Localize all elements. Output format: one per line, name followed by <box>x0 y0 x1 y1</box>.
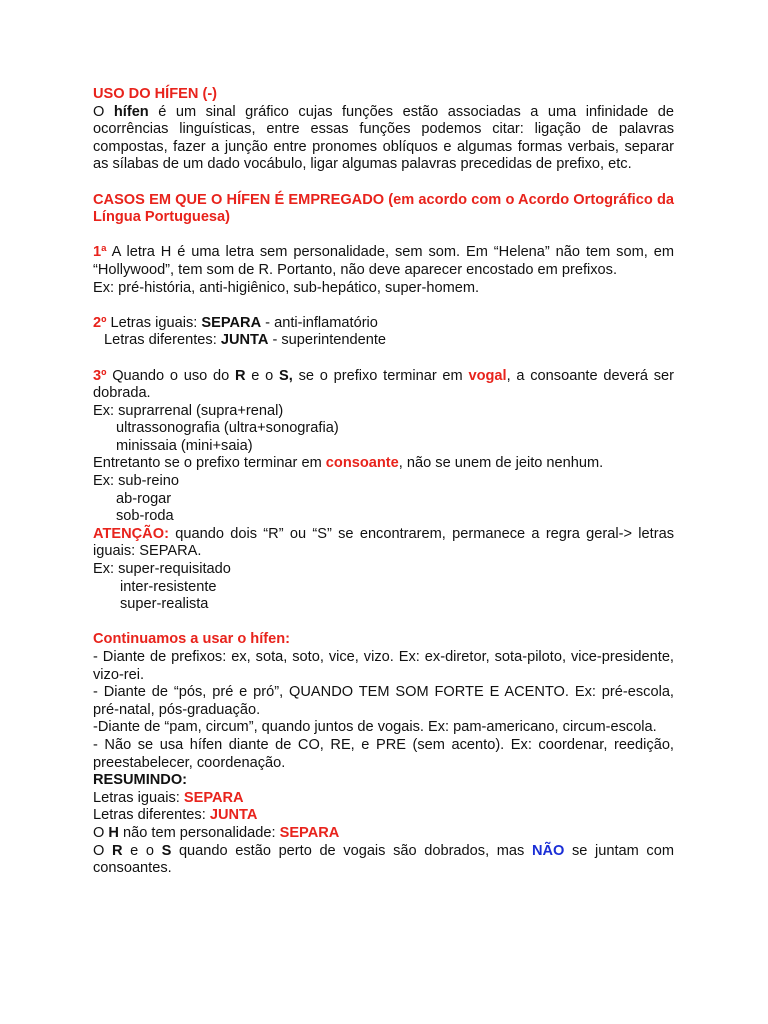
rule3-t4: , a consoante deverá ser dobrada. <box>93 367 674 402</box>
rule3-example3-item: inter-resistente <box>120 578 217 595</box>
summary-l4-e: quando estão perto de vogais são dobrados, mas <box>171 842 532 859</box>
rule1-paragraph <box>93 244 674 279</box>
summary-l3-b: H <box>108 824 119 841</box>
summary-l4-d: S <box>161 842 172 859</box>
rule2-number: 2º <box>93 314 107 331</box>
summary-l3-c: não tem personalidade: <box>118 824 280 841</box>
intro-paragraph <box>93 104 674 174</box>
summary-l1-a: Letras iguais: <box>93 789 184 806</box>
summary-heading <box>93 772 674 790</box>
continue-item: - Diante de prefixos: ex, sota, soto, vice, vizo. Ex: ex-diretor, sota-piloto, vice-presidente, vizo-rei. <box>93 649 674 683</box>
summary-l4-g: se juntam com consoantes. <box>93 842 674 877</box>
rule2-line2 <box>93 332 674 350</box>
summary-line-h <box>93 825 674 843</box>
summary-l1-b: SEPARA <box>183 789 244 806</box>
summary-heading-text: RESUMINDO: <box>93 772 188 789</box>
summary-l4-b: R <box>111 842 123 859</box>
rule3-however-c: , não se unem de jeito nenhum. <box>398 455 604 472</box>
rule2-line2-b: JUNTA <box>220 332 269 349</box>
rule3-example3-item: super-realista <box>120 596 209 613</box>
rule2-line1 <box>93 315 674 333</box>
summary-l3-d: SEPARA <box>279 824 340 841</box>
summary-line-different <box>93 807 674 825</box>
rule3-however-a: Entretanto se o prefixo terminar em <box>93 455 326 472</box>
document-body <box>93 86 674 878</box>
summary-l2-b: JUNTA <box>209 807 258 824</box>
summary-l4-c: e o <box>122 842 162 859</box>
continue-item: - Não se usa hífen diante de CO, RE, e PRE (sem acento). Ex: coordenar, reedição, preestabelecer, coordenação. <box>93 736 674 771</box>
rule3-s: S, <box>279 367 293 384</box>
summary-l3-a: O <box>93 824 109 841</box>
intro-bold-term: hífen <box>113 103 149 120</box>
attention-label: ATENÇÃO: <box>93 525 169 542</box>
summary-l2-a: Letras diferentes: <box>93 807 210 824</box>
rule3-example-item: ultrassonografia (ultra+sonografia) <box>116 420 339 437</box>
rule3-example2-item: ab-rogar <box>116 490 172 507</box>
rule3-example-first: Ex: suprarrenal (supra+renal) <box>93 402 284 419</box>
summary-line-rs <box>93 843 674 878</box>
rule1-number: 1ª <box>93 244 107 261</box>
rule3-example2-first: Ex: sub-reino <box>93 473 179 490</box>
continue-item: -Diante de “pam, circum”, quando juntos de vogais. Ex: pam-americano, circum-escola. <box>93 719 657 736</box>
rule3-t3: se o prefixo terminar em <box>292 367 469 384</box>
attention-paragraph <box>93 526 674 561</box>
continue-heading: Continuamos a usar o hífen: <box>93 631 291 648</box>
rule3-number: 3º <box>93 367 107 384</box>
summary-l4-nao: NÃO <box>531 842 565 859</box>
rule3-r: R <box>235 367 246 384</box>
rule2-line1-c: - anti-inflamatório <box>261 314 378 331</box>
rule3-example3-first: Ex: super-requisitado <box>93 561 231 578</box>
rule1-text: A letra H é uma letra sem personalidade, sem som. Em “Helena” não tem som, em “Hollywood”, tem som de R. Portanto, não deve aparecer encostado em prefixos. <box>93 244 674 278</box>
summary-l4-a: O <box>93 842 112 859</box>
heading-casos: CASOS EM QUE O HÍFEN É EMPREGADO (em acordo com o Acordo Ortográfico da Língua Portuguesa) <box>93 191 674 226</box>
rule3-however <box>93 455 674 473</box>
rule2-line1-a: Letras iguais: <box>106 314 202 331</box>
rule2-line2-c: - superintendente <box>268 332 387 349</box>
rule3-example2-item: sob-roda <box>116 508 174 525</box>
rule1-example: Ex: pré-história, anti-higiênico, sub-hepático, super-homem. <box>93 279 480 296</box>
rule2-line2-a: Letras diferentes: <box>104 332 221 349</box>
attention-text: quando dois “R” ou “S” se encontrarem, permanece a regra geral-> letras iguais: SEPARA. <box>93 525 674 560</box>
summary-line-equal <box>93 790 674 808</box>
intro-prefix: O <box>93 103 114 120</box>
rule3-paragraph <box>93 368 674 403</box>
rule3-t2: e o <box>245 367 280 384</box>
rule3-vogal: vogal <box>468 367 507 384</box>
rule3-consoante: consoante <box>325 455 399 472</box>
continue-item: - Diante de “pós, pré e pró”, QUANDO TEM SOM FORTE E ACENTO. Ex: pré-escola, pré-natal, pós-graduação. <box>93 684 674 718</box>
intro-text: é um sinal gráfico cujas funções estão associadas a uma infinidade de ocorrências linguísticas, entre essas funções podemos citar: ligação de palavras compostas, fazer a junção entre pronomes oblíquos e algumas formas verbais, separar as sílabas de um dado vocábulo, ligar algumas palavras precedidas de prefixo, etc. <box>93 103 675 173</box>
rule2-line1-b: SEPARA <box>201 314 262 331</box>
heading-uso-do-hifen: USO DO HÍFEN (-) <box>93 86 218 102</box>
rule3-t1: Quando o uso do <box>106 367 236 384</box>
rule3-example-item: minissaia (mini+saia) <box>116 437 253 454</box>
